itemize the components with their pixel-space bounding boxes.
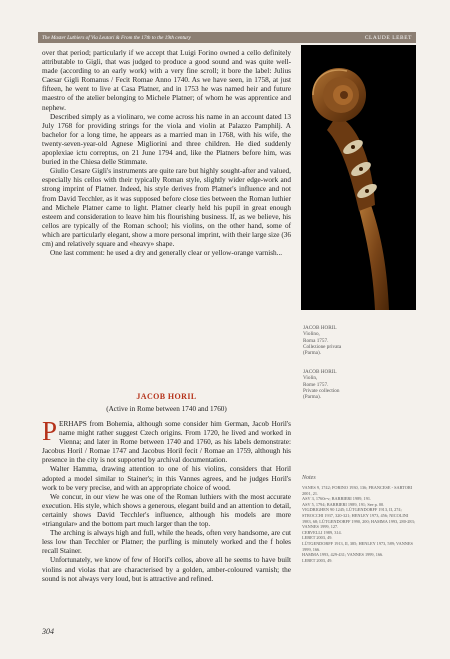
- photo-caption-english: [303, 369, 393, 400]
- caption-line: (Parma).: [303, 350, 322, 357]
- paragraph: One last comment: he used a dry and generally clear or yellow-orange varnish...: [50, 249, 283, 258]
- paragraph: Walter Hamma, drawing attention to one of his violins, considers that Horil adopted a model similar to Stainer's; in this Vannes agrees, and he judges Horil's work to be very precise, and with an appropriate choice of wood.: [42, 465, 291, 492]
- note-item: ASV 5, 1794; BARBIERI 1989, 191; See p. 00.: [302, 501, 385, 507]
- caption-line: JACOB HORIL: [303, 369, 337, 375]
- header-author: CLAUDE LEBET: [364, 34, 412, 41]
- caption-line: Private collection: [303, 387, 340, 394]
- drop-cap: P: [42, 416, 58, 446]
- note-item: CERVELLI 1989, 314.: [302, 529, 342, 535]
- page-number: 304: [42, 627, 54, 636]
- note-item: LEBET 2003, 49.: [302, 535, 333, 541]
- violin-scroll-photo: [301, 45, 416, 310]
- caption-line: (Parma).: [303, 394, 322, 401]
- photo-caption-italian: [303, 325, 393, 356]
- caption-line: Violin,: [303, 375, 318, 382]
- note-item: LÜTGENDORFF 1913, II, 385; HENLEY 1973, 589; VANNES 1999, 166.: [302, 540, 413, 552]
- paragraph: The arching is always high and full, while the heads, often very handsome, are cut less low than Tecchler or Platner; the purfling is minutely worked and the f holes recall Stainer.: [42, 529, 291, 556]
- section-heading: [42, 392, 291, 413]
- note-item: VIGDRIGHEN 90 1245; LÜTGENDORFF 1913, II, 274; STROCCHI 1937, 320-321; HENLEY 1973, 456; NICOLINI 1983, 68; LÜTGENDORFF 1990, 200; HAMMA 1993, 280-283; VANNES 1999, 127.: [302, 507, 415, 530]
- paragraph: Giulio Cesare Gigli's instruments are quite rare but highly sought-after and valued, especially his cellos with their typically Roman style, slightly wider edge-work and strong imprint of Platner. Indeed, his style derives from Platner's influence and not from David Tecchler, as it was supposed before close ties between the Roman luthier and Michele Platner came to light. Platner clearly held his pupil in great enough esteem and consideration to leave him his flourishing business. If, as we believe, his cellos are typically of the Roman school; his violins, on the other hand, some of which are particularly elegant, show a more personal imprint, with their large size (36 cm) and relatively square and «heavy» shape.: [42, 167, 291, 248]
- caption-line: Violino,: [303, 331, 320, 338]
- note-item: HAMMA 1993, 429-431; VANNES 1999, 166.: [302, 552, 384, 558]
- running-header: [38, 32, 416, 43]
- section-title: JACOB HORIL: [136, 392, 197, 401]
- caption-line: Rome 1757.: [303, 381, 329, 388]
- note-item: VANES 9, 1742; FORINO 1930, 136; FRANCESE - SARTORI 2001, 21.: [302, 485, 413, 496]
- violin-scroll-illustration: [301, 45, 416, 310]
- note-item: ASV 3, 1760r-v; BARBIERI 1989, 191.: [302, 496, 372, 502]
- paragraph-text: ERHAPS from Bohemia, although some consider him German, Jacob Horil's name might rather suggest Czech origins. From 1720, he lived and worked in Vienna; and later in Rome between 1740 and 1760, as his labels demonstrate: Jacobus Horil / Romae 1747 and Jacobus Horil fecit / Romae an 1759, although his presence in the city is not supported by archival documentation.: [42, 420, 291, 465]
- gigli-text-column: [42, 49, 291, 258]
- section-subtitle: (Active in Rome between 1740 and 1760): [106, 405, 227, 413]
- paragraph: Described simply as a violinaro, we come across his name in an account dated 13 July 1768 for providing strings for the viola and violin at Palazzo Pamphilj. A bachelor for a long time, he appears as a married man in 1768, with his wife, the twenty-seven-year-old Agnese Migliorini and three children. He died suddenly apoplexiae ictu correptus, on 21 June 1794 and, like the Platners before him, was buried in the Chiesa delle Stimmate.: [42, 112, 291, 167]
- paragraph: over that period; particularly if we accept that Luigi Forino owned a cello definitely attributable to Gigli, that was judged to produce a good sound and was quite well-made (according to an early work) with a very fine scroll; it bore the label: Julius Caesar Gigli Romanus / Fecit Romae Anno 1740. As we have seen, in 1758, at just fifteen, he went to live at Casa Platner, and in 1753 he was named heir and future maestro of the atelier belonging to Michele Platner; of whom he was apprentice and nephew.: [42, 49, 291, 112]
- paragraph: We concur, in our view he was one of the Roman luthiers with the most accurate execution. His style, which shows a generous, elegant build and an attention to detail, certainly shows David Tecchler's influence, although his models are more «triangular» and the bottom part much larger than the top.: [42, 492, 291, 529]
- caption-line: JACOB HORIL: [303, 325, 337, 331]
- paragraph: Unfortunately, we know of few of Horil's cellos, above all he seems to have built violins and violas that are characterised by a golden, amber-coloured varnish; the sound is not always very loud, but is attractive and refined.: [42, 556, 291, 583]
- caption-line: Roma 1757.: [303, 337, 329, 344]
- notes-heading: Notes: [302, 475, 316, 481]
- caption-line: Collezione privata: [303, 343, 342, 350]
- notes-list: [302, 485, 416, 563]
- note-item: LEBET 2003, 49.: [302, 557, 333, 563]
- paragraph: [42, 416, 291, 465]
- horil-text-column: [42, 416, 291, 584]
- header-title: The Master Luthiers of Via Leutari & From the 17th to the 19th century: [42, 34, 191, 41]
